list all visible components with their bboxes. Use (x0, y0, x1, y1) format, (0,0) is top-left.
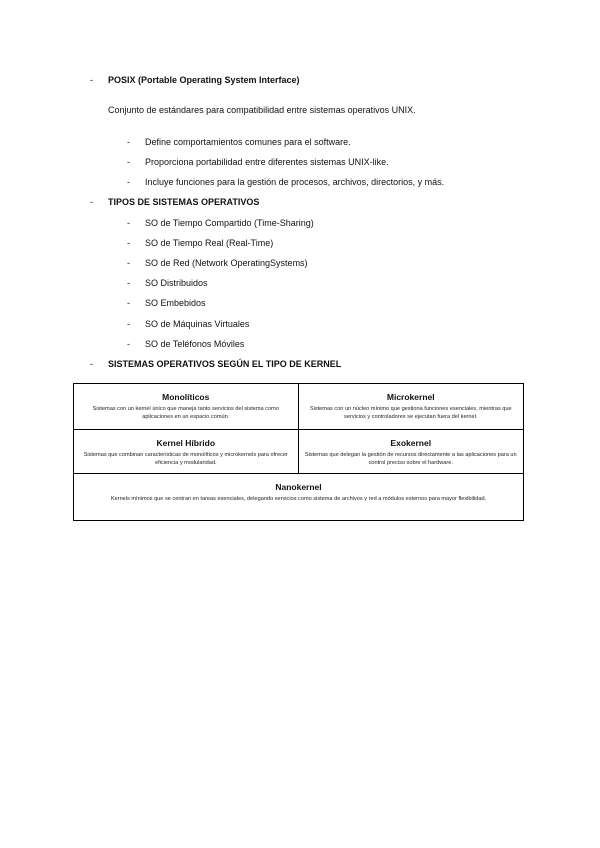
tipos-item-text: SO de Máquinas Virtuales (145, 319, 250, 329)
bullet-dash: - (127, 177, 130, 187)
bullet-dash: - (127, 278, 130, 288)
kernel-cell-exokernel (299, 430, 524, 474)
tipos-item-text: SO de Tiempo Compartido (Time-Sharing) (145, 218, 314, 228)
cell-description: Sistemas que delegan la gestión de recursos directamente a las aplicaciones para un control preciso sobre el hardware. (304, 452, 517, 466)
tipos-item-text: SO de Tiempo Real (Real-Time) (145, 238, 274, 248)
bullet-dash: - (127, 137, 130, 147)
posix-description: Conjunto de estándares para compatibilidad entre sistemas operativos UNIX. (108, 105, 416, 115)
posix-item-text: Define comportamientos comunes para el software. (145, 137, 351, 147)
posix-item-text: Proporciona portabilidad entre diferentes sistemas UNIX-like. (145, 157, 389, 167)
tipos-item-text: SO Distribuidos (145, 278, 208, 288)
bullet-dash: - (90, 75, 93, 85)
kernel-cell-hibrido (74, 430, 299, 474)
tipos-item-text: SO Embebidos (145, 298, 206, 308)
posix-title: POSIX (Portable Operating System Interface) (108, 75, 300, 85)
bullet-dash: - (127, 238, 130, 248)
cell-title: Kernel Híbrido (156, 438, 216, 448)
cell-title: Monolíticos (162, 392, 210, 402)
bullet-dash: - (127, 319, 130, 329)
cell-title: Exokernel (390, 438, 432, 448)
kernel-cell-microkernel (299, 384, 524, 430)
tipos-title: TIPOS DE SISTEMAS OPERATIVOS (108, 197, 260, 207)
posix-item-text: Incluye funciones para la gestión de procesos, archivos, directorios, y más. (145, 177, 445, 187)
tipos-item-text: SO de Red (Network OperatingSystems) (145, 258, 308, 268)
kernel-cell-monoliticos (74, 384, 299, 430)
bullet-dash: - (90, 197, 93, 207)
kernel-cell-nanokernel (74, 474, 523, 520)
bullet-dash: - (127, 258, 130, 268)
bullet-dash: - (127, 298, 130, 308)
cell-description: Sistemas con un kernel único que maneja tanto servicios del sistema como aplicaciones en un espacio común. (92, 406, 279, 420)
kernel-table (73, 383, 524, 521)
cell-title: Microkernel (386, 392, 435, 402)
bullet-dash: - (127, 339, 130, 349)
kernel-title: SISTEMAS OPERATIVOS SEGÚN EL TIPO DE KERNEL (108, 359, 342, 369)
bullet-dash: - (90, 359, 93, 369)
cell-title: Nanokernel (275, 482, 322, 492)
bullet-dash: - (127, 218, 130, 228)
bullet-dash: - (127, 157, 130, 167)
cell-description: Kernels mínimos que se centran en tareas esenciales, delegando servicios como sistema de archivos y red a módulos externos para mayor flexibilidad. (110, 496, 487, 502)
cell-description: Sistemas que combinan características de monolíticos y microkernels para ofrecer eficiencia y modularidad. (83, 452, 288, 466)
tipos-item-text: SO de Teléfonos Móviles (145, 339, 245, 349)
cell-description: Sistemas con un núcleo mínimo que gestiona funciones esenciales, mientras que servicios y controladores se ejecutan fuera del kernel. (309, 406, 512, 420)
